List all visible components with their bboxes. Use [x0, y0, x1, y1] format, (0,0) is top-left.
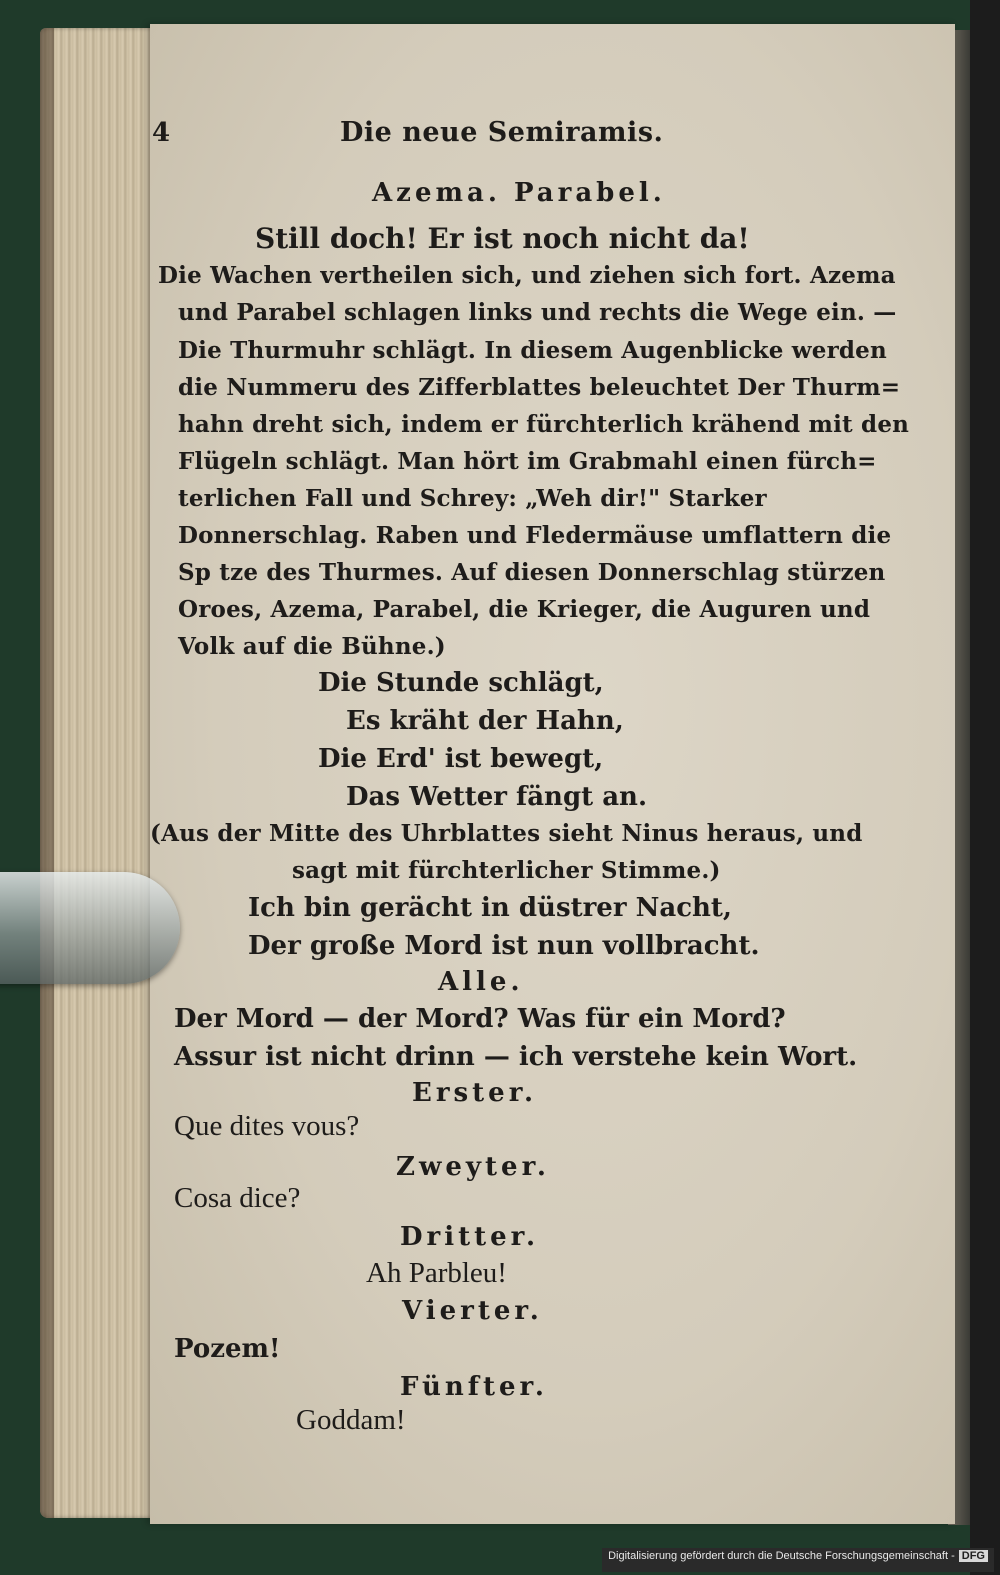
stage-direction-line: sagt mit fürchterlicher Stimme.) — [292, 857, 721, 884]
verse-line: Ah Parbleu! — [366, 1257, 507, 1289]
stage-direction-line: Flügeln schlägt. Man hört im Grabmahl einen fürch= — [178, 448, 877, 475]
running-title: Die neue Semiramis. — [340, 117, 664, 148]
speaker-alle: Alle. — [438, 967, 524, 997]
stage-direction-line: und Parabel schlagen links und rechts die Wege ein. — — [178, 299, 897, 326]
page-holder-clip — [0, 872, 180, 984]
verse-line: Assur ist nicht drinn — ich verstehe kein Wort. — [174, 1042, 858, 1072]
verse-line: Es kräht der Hahn, — [346, 706, 624, 736]
stage-direction-line: die Nummeru des Zifferblattes beleuchtet Der Thurm= — [178, 374, 901, 401]
verse-line: Que dites vous? — [174, 1110, 360, 1142]
verse-line: Das Wetter fängt an. — [346, 782, 647, 812]
stage-direction-line: Oroes, Azema, Parabel, die Krieger, die Auguren und — [178, 596, 871, 623]
stage-direction-line: (Aus der Mitte des Uhrblattes sieht Ninus heraus, und — [150, 820, 863, 847]
verse-line: Still doch! Er ist noch nicht da! — [255, 222, 750, 255]
verse-line: Die Stunde schlägt, — [318, 668, 604, 698]
credit-text: Digitalisierung gefördert durch die Deutsche Forschungsgemeinschaft - — [608, 1550, 955, 1562]
verse-line: Die Erd' ist bewegt, — [318, 744, 604, 774]
verse-line: Goddam! — [296, 1404, 406, 1436]
book-page-edges — [40, 28, 160, 1518]
verse-line: Pozem! — [174, 1334, 281, 1364]
stage-direction-line: Sp tze des Thurmes. Auf diesen Donnerschlag stürzen — [178, 559, 886, 586]
scan-border — [970, 0, 1000, 1575]
stage-direction-line: Donnerschlag. Raben und Fledermäuse umflattern die — [178, 522, 892, 549]
speaker-erster: Erster. — [412, 1078, 538, 1108]
speaker-dritter: Dritter. — [400, 1222, 540, 1252]
verse-line: Ich bin gerächt in düstrer Nacht, — [248, 893, 732, 923]
verse-line: Cosa dice? — [174, 1182, 301, 1214]
dfg-logo: DFG — [959, 1550, 988, 1562]
book-cover-edge — [40, 28, 54, 1518]
speaker-azema-parabel: Azema. Parabel. — [372, 178, 666, 208]
verse-line: Der Mord — der Mord? Was für ein Mord? — [174, 1004, 786, 1034]
speaker-zweyter: Zweyter. — [396, 1152, 550, 1182]
stage-direction-line: Die Wachen vertheilen sich, und ziehen sich fort. Azema — [158, 262, 896, 289]
speaker-fuenfter: Fünfter. — [400, 1372, 548, 1402]
speaker-vierter: Vierter. — [402, 1296, 543, 1326]
stage-direction-line: hahn dreht sich, indem er fürchterlich krähend mit den — [178, 411, 910, 438]
stage-direction-line: Die Thurmuhr schlägt. In diesem Augenblicke werden — [178, 337, 887, 364]
stage-direction-line: terlichen Fall und Schrey: „Weh dir!" Starker — [178, 485, 767, 512]
page-number: 4 — [152, 118, 171, 148]
digitization-credit — [602, 1548, 994, 1572]
stage-direction-line: Volk auf die Bühne.) — [178, 633, 446, 660]
verse-line: Der große Mord ist nun vollbracht. — [248, 931, 760, 961]
